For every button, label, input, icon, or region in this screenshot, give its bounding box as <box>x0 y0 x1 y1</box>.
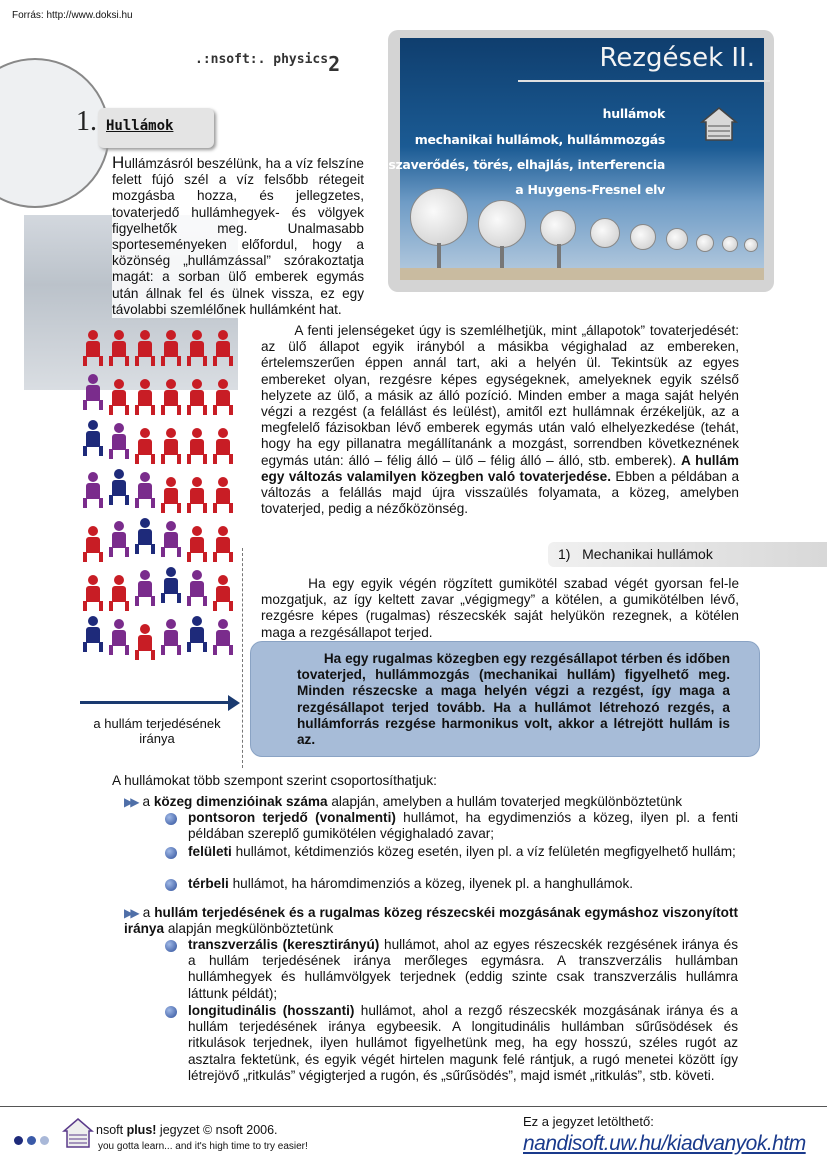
person-figure <box>212 619 234 657</box>
physics-logo: .:nsoft:. physics2 <box>195 52 341 76</box>
person-figure <box>134 472 156 510</box>
person-figure <box>160 428 182 466</box>
person-figure <box>186 330 208 368</box>
person-figure <box>134 428 156 466</box>
person-figure <box>186 526 208 564</box>
person-figure <box>108 379 130 417</box>
person-figure <box>134 379 156 417</box>
nsoft-logo-icon <box>62 1117 94 1149</box>
person-figure <box>212 330 234 368</box>
person-figure <box>186 570 208 608</box>
person-figure <box>160 567 182 605</box>
person-figure <box>134 570 156 608</box>
person-figure <box>108 619 130 657</box>
person-figure <box>82 330 104 368</box>
banner-topic: a Huygens-Fresnel elv <box>515 182 665 197</box>
person-figure <box>134 518 156 556</box>
list-intro: A hullámokat több szempont szerint csoportosíthatjuk: <box>112 773 437 788</box>
person-figure <box>82 420 104 458</box>
person-figure <box>108 575 130 613</box>
footer-divider <box>0 1106 827 1107</box>
person-figure <box>82 575 104 613</box>
footer-dots <box>14 1133 53 1149</box>
section-title: Hullámok <box>106 118 174 134</box>
download-label: Ez a jegyzet letölthető: <box>523 1114 654 1129</box>
person-figure <box>108 469 130 507</box>
person-figure <box>134 624 156 662</box>
person-figure <box>186 428 208 466</box>
arrow-head-icon <box>228 695 240 711</box>
person-figure <box>160 521 182 559</box>
group-dimensions: ▶▶ a közeg dimenzióinak száma alapján, amelyben a hullám tovaterjed megkülönböztetünk <box>124 794 682 809</box>
download-link[interactable]: nandisoft.uw.hu/kiadvanyok.htm <box>523 1132 806 1155</box>
person-figure <box>108 423 130 461</box>
banner-topic: mechanikai hullámok, hullámmozgás <box>414 132 665 147</box>
person-figure <box>108 330 130 368</box>
group-direction: ▶▶ a hullám terjedésének és a rugalmas közeg részecskéi mozgásának egymáshoz viszonyított iránya alapján megkülönböztetünk <box>124 905 738 937</box>
paragraph-rope: Ha egy egyik végén rögzített gumikötél szabad végét gyorsan fel-le mozgatjuk, az így keltett zavar „végigmegy” a kötélen, a gumikötélben lévő, rezgésre képes (rugalmas) részecskék saját helyükön rezegnek, a kötélen maga a rezgésállapot terjed. <box>261 576 740 640</box>
banner-title: Rezgések II. <box>599 43 755 73</box>
person-figure <box>82 616 104 654</box>
person-figure <box>212 428 234 466</box>
bullet-icon <box>165 847 177 859</box>
banner-topic: visszaverődés, törés, elhajlás, interferencia <box>369 157 665 172</box>
person-figure <box>160 619 182 657</box>
intro-paragraph: Hullámzásról beszélünk, ha a víz felszíne felett fújó szél a víz felsőbb rétegeit mozgásba hozza, és jellegzetes, tovaterjedő hullámhegyek- és völgyek figyelhetők meg. Unalmasabb sporteseményeken előfordul, hogy a közönség „hullámzással” szórakoztatja magát: a sorban ülő emberek egymás után állnak fel és ülnek vissza, ez egy távolabbi szemlélőnek hullámként hat. <box>112 153 364 317</box>
list-item: térbeli hullámot, ha háromdimenziós a közeg, ilyenek pl. a hanghullámok. <box>188 876 634 891</box>
person-figure <box>160 477 182 515</box>
bullet-icon <box>165 1006 177 1018</box>
list-item: felületi hullámot, kétdimenziós közeg esetén, ilyen pl. a víz felületén megfigyelhető hullám; <box>188 844 736 859</box>
person-figure <box>108 521 130 559</box>
definition-text: Ha egy rugalmas közegben egy rezgésállapot térben és időben tovaterjed, hullámmozgás (mechanikai hullám) figyelhető meg. Minden részecske a maga helyén végzi a rezgést, így maga a rezgésállapot terjed tovább. Ha a hullámot létrehozó rezgés, a hullámforrás rezgése harmonikus volt, akkor a létrejött hullám is az. <box>297 651 731 748</box>
person-figure <box>160 379 182 417</box>
person-figure <box>134 330 156 368</box>
source-line: Forrás: http://www.doksi.hu <box>12 10 133 21</box>
list-item: longitudinális (hosszanti) hullámot, ahol a rezgő részecskék mozgásának iránya és a hullám terjedésének iránya egybeesik. A longitudinális hullámban sűrűsödések és ritkulások terjednek, ilyen hullámot figyelhetünk meg, ha egy hosszú, széles rugót az asztalra fektetünk, és egyik végét hirtelen magunk felé rántjuk, a rugó menetei között így létrejövő „ritkulás” végigterjed a rugón, és „sűrűsödés”, majd ismét „ritkulás”, stb. követi. <box>188 1003 738 1083</box>
footer-tagline: you gotta learn... and it's high time to try easier! <box>98 1141 308 1152</box>
person-figure <box>160 330 182 368</box>
direction-arrow <box>80 701 232 704</box>
dashed-guide <box>242 548 243 768</box>
person-figure <box>82 526 104 564</box>
person-figure <box>186 616 208 654</box>
person-figure <box>82 374 104 412</box>
person-figure <box>212 477 234 515</box>
paragraph-states: A fenti jelenségeket úgy is szemlélhetjük, mint „állapotok” tovaterjedését: az ülő állapot egyik irányból a másikba végighalad az embereken, értelemszerűen éppen annál tart, aki a helyén ül. Tekintsük az egyes embereket olyan, rezgésre képes egységeknek, amelyeknek egyik szélső helyzete az ülő, a másik az álló pozíció. Minden ember a maga saját helyén végzi a rezgést (a felállást és leülést), amitől ezt hullámnak érzékeljük, az a megfelelő fázisokban lévő emberek egymás után való elhelyezkedése (tehát, hogy ha egy pillanatra megállítanánk a mozgást, sorrendben következnének egymás után: álló – félig álló – ülő – félig álló – álló, stb. emberek). A hullám egy változás valamilyen közegben való tovaterjedése. Ebben a példában a változás a felállás majd újra visszaülés folyamata, a közeg, amelyben tovaterjed, pedig a nézőközönség. <box>261 323 740 517</box>
person-figure <box>212 526 234 564</box>
subheading: 1) Mechanikai hullámok <box>558 546 713 562</box>
person-figure <box>212 575 234 613</box>
house-icon <box>700 106 738 144</box>
footer-credit: nsoft plus! jegyzet © nsoft 2006. <box>96 1123 278 1137</box>
bullet-icon <box>165 879 177 891</box>
arrow-caption: a hullám terjedésének iránya <box>93 716 221 746</box>
bullet-icon <box>165 813 177 825</box>
section-number: 1. <box>76 106 97 137</box>
double-arrow-icon: ▶▶ <box>124 795 137 809</box>
banner-divider <box>518 80 770 82</box>
list-item: transzverzális (keresztirányú) hullámot, ahol az egyes részecskék rezgésének iránya és a hullám terjedésének iránya merőleges egymásra. A transzverzális hullámban hullámhegyek és hullámvölgyek terjednek (eddig szinte csak transzverzális hullámra láttunk példát); <box>188 937 739 1001</box>
person-figure <box>186 379 208 417</box>
person-figure <box>212 379 234 417</box>
person-figure <box>82 472 104 510</box>
list-item: pontsoron terjedő (vonalmenti) hullámot, ha egydimenziós a közeg, ilyen pl. a fenti példában szereplő gumikötélen végighaladó zavar; <box>188 810 738 842</box>
double-arrow-icon: ▶▶ <box>124 906 137 920</box>
person-figure <box>186 477 208 515</box>
banner-topic: hullámok <box>602 106 665 121</box>
bullet-icon <box>165 940 177 952</box>
